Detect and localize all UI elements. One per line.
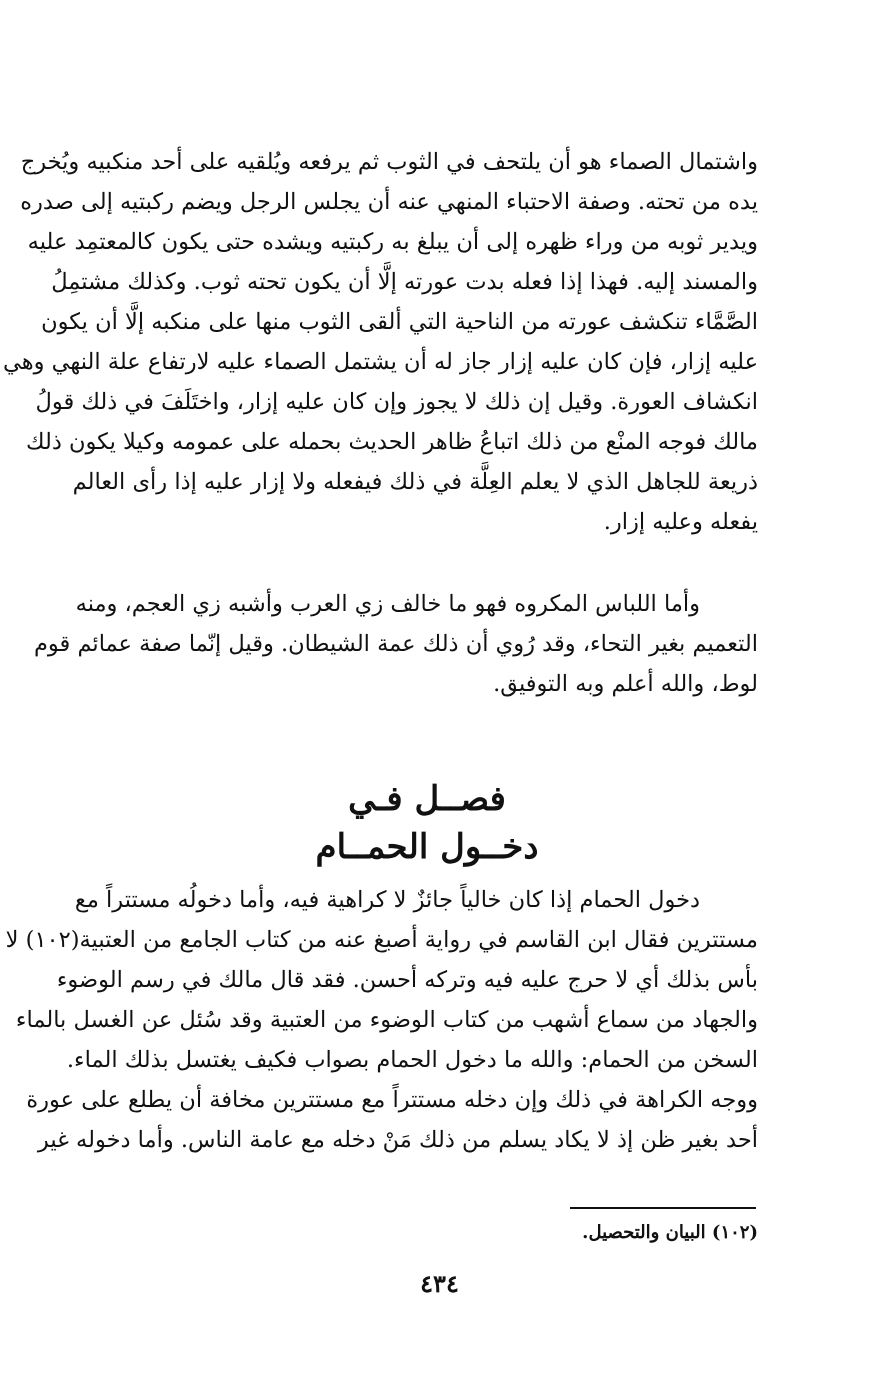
page-number: ٤٣٤ — [420, 1269, 459, 1298]
text-line: بأس بذلك أي لا حرج عليه فيه وتركه أحسن. فقد قال مالك في رسم الوضوء — [56, 967, 758, 993]
section-heading-line-1: فصــل فـي — [348, 779, 506, 819]
text-line: ووجه الكراهة في ذلك وإن دخله مستتراً مع مستترين مخافة أن يطلع على عورة — [26, 1087, 758, 1113]
text-line: والجهاد من سماع أشهب من كتاب الوضوء من العتبية وقد سُئل عن الغسل بالماء — [15, 1007, 758, 1033]
text-line: ذريعة للجاهل الذي لا يعلم العِلَّة في ذلك فيفعله ولا إزار عليه إذا رأى العالم — [72, 469, 758, 495]
text-line: الصَّمَّاء تنكشف عورته من الناحية التي ألقى الثوب منها على منكبه إلَّا أن يكون — [41, 309, 758, 335]
text-line: لوط، والله أعلم وبه التوفيق. — [493, 671, 758, 697]
paragraph-clothing — [34, 584, 758, 704]
paragraph-hammam — [5, 880, 758, 1160]
text-line: السخن من الحمام: والله ما دخول الحمام بصواب فكيف يغتسل بذلك الماء. — [66, 1047, 758, 1073]
text-line: يفعله وعليه إزار. — [603, 509, 758, 535]
footnote-divider — [570, 1207, 756, 1209]
text-line: مستترين فقال ابن القاسم في رواية أصبغ عنه من كتاب الجامع من العتبية(١٠٢) لا — [5, 927, 758, 953]
text-line: التعميم بغير التحاء، وقد رُوي أن ذلك عمة الشيطان. وقيل إنّما صفة عمائم قوم — [34, 631, 758, 657]
text-line: أحد بغير ظن إذ لا يكاد يسلم من ذلك مَنْ دخله مع عامة الناس. وأما دخوله غير — [37, 1127, 758, 1153]
text-line: والمسند إليه. فهذا إذا فعله بدت عورته إلَّا أن يكون تحته ثوب. وكذلك مشتمِلُ — [51, 269, 758, 295]
text-line: مالك فوجه المنْع من ذلك اتباعُ ظاهر الحديث بحمله على عمومه وكيلا يكون ذلك — [26, 429, 758, 455]
section-heading-line-2: دخــول الحمــام — [315, 827, 539, 867]
text-line: عليه إزار، فإن كان عليه إزار جاز له أن يشتمل الصماء عليه لارتفاع علة النهي وهي — [2, 349, 758, 375]
text-line: ويدير ثوبه من وراء ظهره إلى أن يبلغ به ركبتيه ويشده حتى يكون كالمعتمِد عليه — [27, 229, 758, 255]
text-line: واشتمال الصماء هو أن يلتحف في الثوب ثم يرفعه ويُلقيه على أحد منكبيه ويُخرج — [20, 149, 758, 175]
text-line: دخول الحمام إذا كان خالياً جائزٌ لا كراهية فيه، وأما دخولُه مستتراً مع — [74, 887, 700, 913]
footnote: (١٠٢) البيان والتحصيل. — [582, 1222, 758, 1243]
paragraph-sammaa — [2, 142, 758, 542]
text-line: وأما اللباس المكروه فهو ما خالف زي العرب وأشبه زي العجم، ومنه — [75, 591, 700, 617]
text-line: يده من تحته. وصفة الاحتباء المنهي عنه أن يجلس الرجل ويضم ركبتيه إلى صدره — [20, 189, 758, 215]
text-line: انكشاف العورة. وقيل إن ذلك لا يجوز وإن كان عليه إزار، واختَلَفَ في ذلك قولُ — [35, 389, 758, 415]
